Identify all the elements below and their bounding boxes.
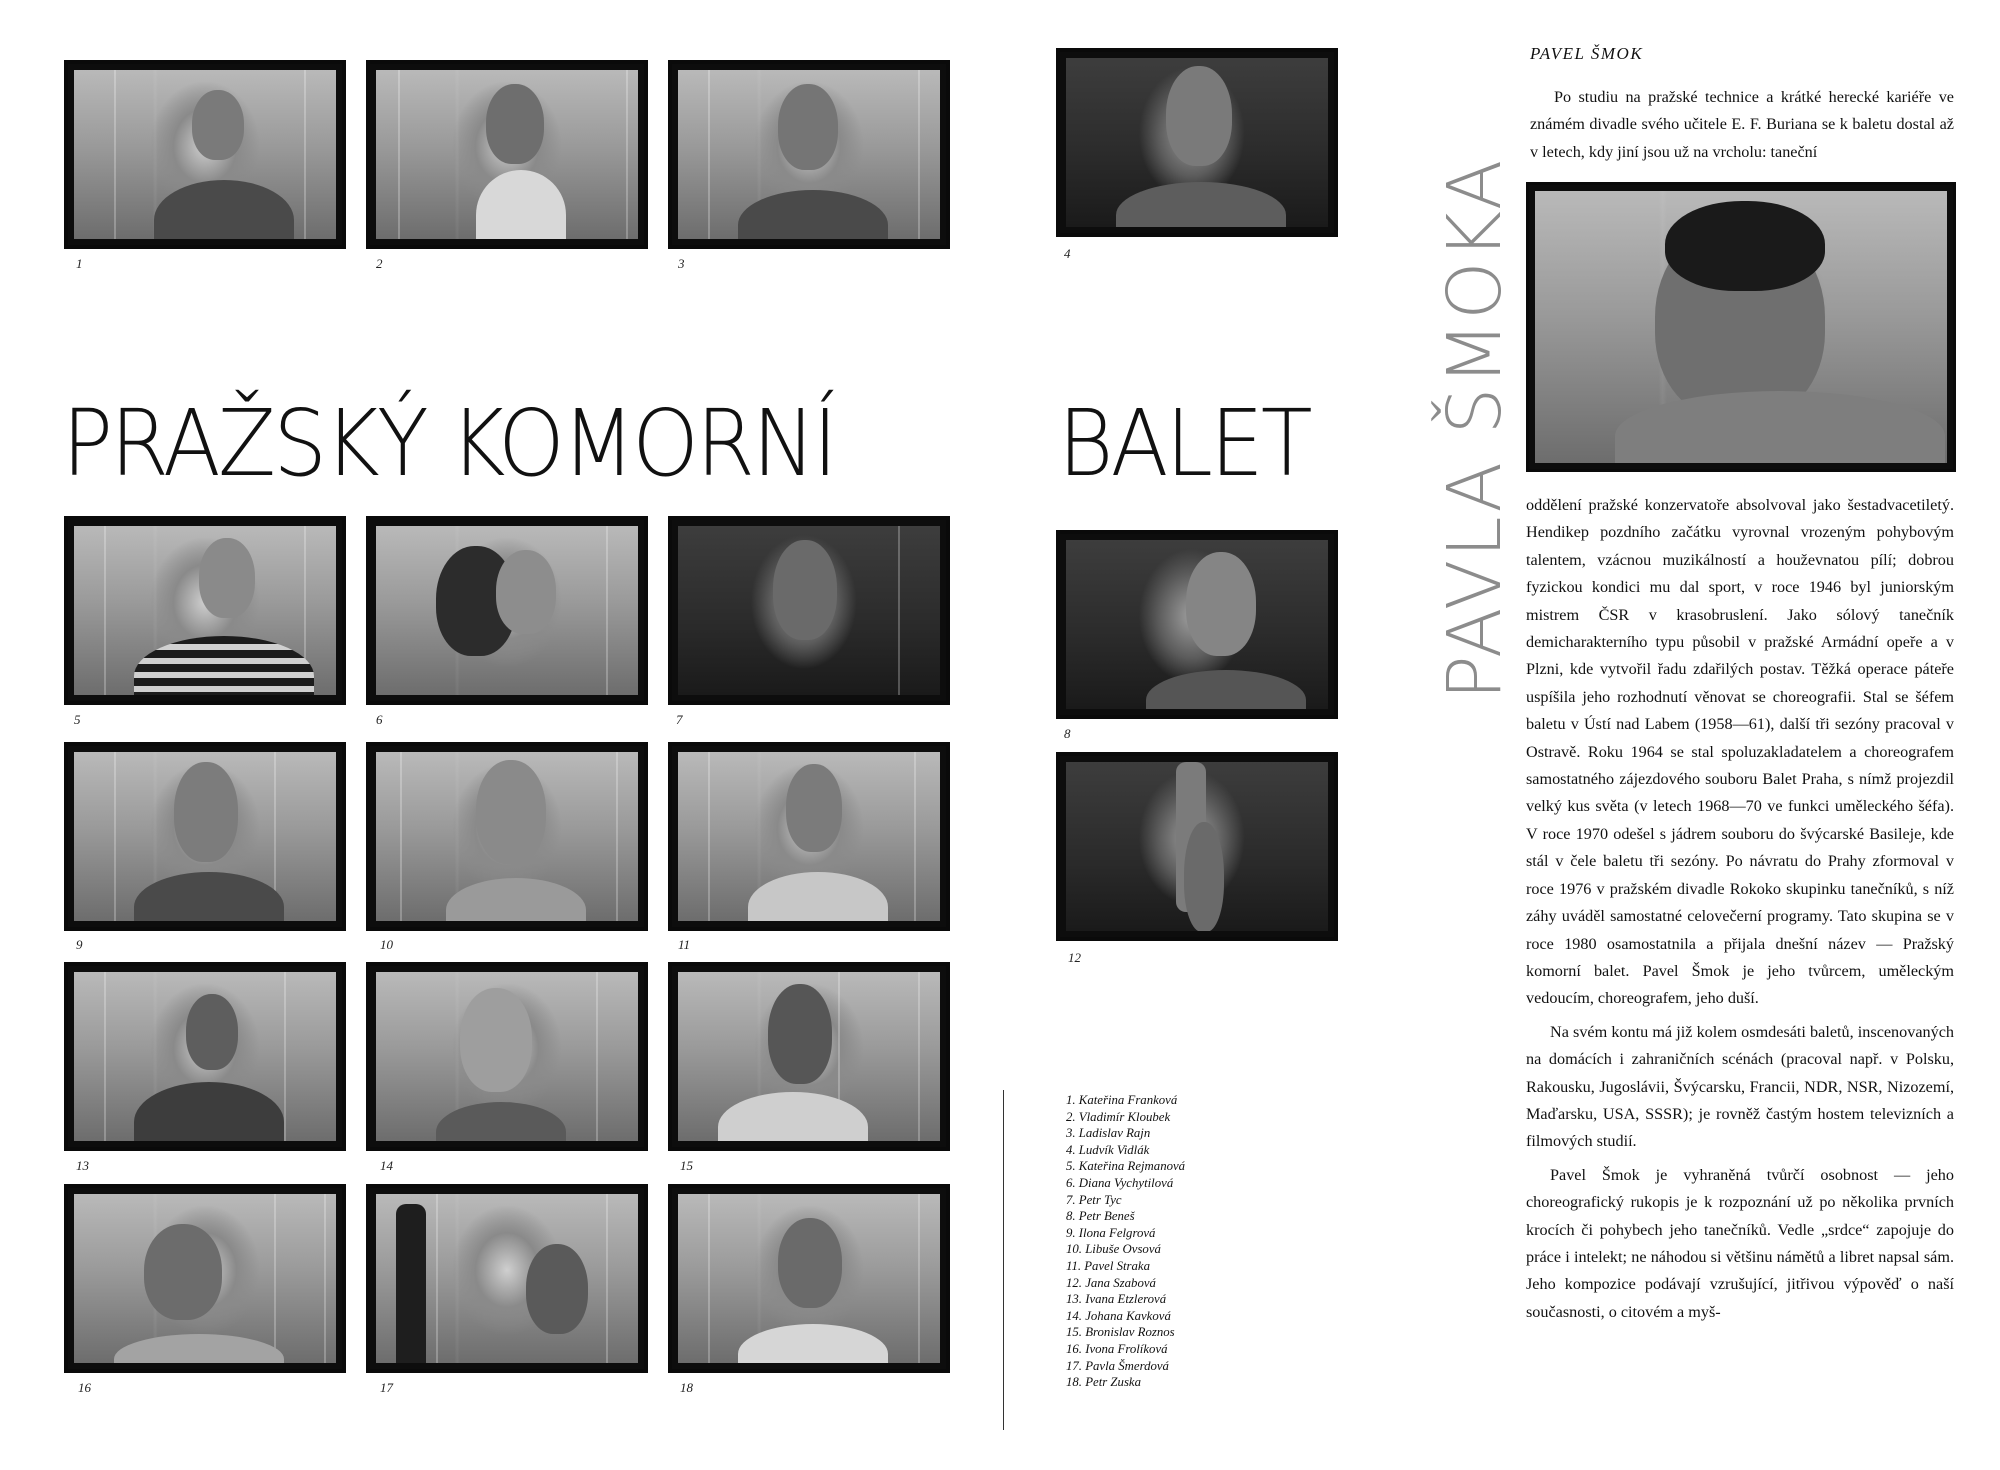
legend-item: 10. Libuše Ovsová bbox=[1066, 1242, 1161, 1257]
page-title: PRAŽSKÝ KOMORNÍ bbox=[62, 390, 835, 497]
photo-caption: 16 bbox=[78, 1380, 91, 1395]
photo-caption: 1 bbox=[76, 256, 83, 271]
photo-caption: 9 bbox=[76, 937, 83, 952]
legend-item: 11. Pavel Straka bbox=[1066, 1258, 1150, 1273]
dancer-legend bbox=[1066, 1092, 1185, 1391]
photo-1 bbox=[64, 60, 346, 249]
photo-16 bbox=[64, 1184, 346, 1373]
photo-6 bbox=[366, 516, 648, 705]
article-body bbox=[1526, 492, 1954, 1326]
photo-caption: 4 bbox=[1064, 246, 1071, 261]
photo-caption: 18 bbox=[680, 1380, 693, 1395]
photo-8 bbox=[1056, 530, 1338, 719]
photo-5 bbox=[64, 516, 346, 705]
legend-item: 16. Ivona Frolíková bbox=[1066, 1341, 1168, 1356]
author-heading: PAVEL ŠMOK bbox=[1530, 44, 1644, 63]
photo-caption: 3 bbox=[678, 256, 685, 271]
photo-caption: 15 bbox=[680, 1158, 693, 1173]
photo-15 bbox=[668, 962, 950, 1151]
article-paragraph: Po studiu na pražské technice a krátké herecké kariéře ve známém divadle svého učitele E. F. Buriana se k baletu dostal až v letech, kdy jiní jsou už na vrcholu: taneční bbox=[1530, 88, 1954, 161]
legend-item: 9. Ilona Felgrová bbox=[1066, 1225, 1156, 1240]
photo-caption: 11 bbox=[678, 937, 691, 952]
legend-item: 2. Vladimír Kloubek bbox=[1066, 1109, 1171, 1124]
photo-caption: 5 bbox=[74, 712, 81, 727]
legend-item: 8. Petr Beneš bbox=[1066, 1209, 1135, 1224]
legend-item: 13. Ivana Etzlerová bbox=[1066, 1292, 1167, 1307]
legend-item: 17. Pavla Šmerdová bbox=[1066, 1358, 1169, 1373]
legend-item: 5. Kateřina Rejmanová bbox=[1066, 1159, 1186, 1174]
photo-13 bbox=[64, 962, 346, 1151]
photo-10 bbox=[366, 742, 648, 931]
photo-caption: 14 bbox=[380, 1158, 393, 1173]
photo-caption: 13 bbox=[76, 1158, 89, 1173]
legend-item: 14. Johana Kavková bbox=[1066, 1308, 1171, 1323]
photo-9 bbox=[64, 742, 346, 931]
photo-caption: 8 bbox=[1064, 726, 1071, 741]
vertical-title: PAVLA ŠMOKA bbox=[1432, 157, 1518, 700]
portrait-photo bbox=[1526, 182, 1956, 472]
legend-item: 12. Jana Szabová bbox=[1066, 1275, 1156, 1290]
photo-11 bbox=[668, 742, 950, 931]
photo-caption: 12 bbox=[1068, 950, 1081, 965]
photo-3 bbox=[668, 60, 950, 249]
article-intro bbox=[1530, 84, 1954, 166]
legend-item: 15. Bronislav Roznos bbox=[1066, 1325, 1175, 1340]
page-title-right: BALET bbox=[1058, 390, 1310, 497]
article-paragraph: oddělení pražské konzervatoře absolvoval jako šestadvacetiletý. Hendikep pozdního začátku vyrovnal vrozeným pohybovým talentem, vzácnou muzikálností a houževnatou pílí; dobrou fyzickou kondici mu dal sport, v roce 1946 byl juniorským mistrem ČSR v krasobruslení. Jako sólový tanečník demicharakterního typu působil v pražské Armádní opeře a v Plzni, kde vytvořil řadu zdařilých postav. Těžká operace páteře uspíšila jeho rozhodnutí věnovat se choreografii. Stal se šéfem baletu v Ústí nad Labem (1958—61), další tři sezóny pracoval v Ostravě. Roku 1964 se stal spoluzakladatelem a choreografem samostatného zájezdového souboru Balet Praha, s nímž projezdil velký kus světa (v letech 1968—70 ve funkci uměleckého šéfa). V roce 1970 odešel s jádrem souboru do švýcarské Basileje, kde stál v čele baletu tři sezóny. Po návratu do Prahy zformoval v roce 1976 v pražském divadle Rokoko skupinku tanečníků, s níž záhy uváděl samostatné celovečerní programy. Tato skupina se v roce 1980 osamostatnila a přijala dnešní název — Pražský komorní balet. Pavel Šmok je jeho tvůrcem, uměleckým vedoucím, choreografem, jeho duší. bbox=[1526, 496, 1954, 1008]
photo-18 bbox=[668, 1184, 950, 1373]
photo-14 bbox=[366, 962, 648, 1151]
article-paragraph: Na svém kontu má již kolem osmdesáti baletů, inscenovaných na domácích i zahraničních scénách (pracoval např. v Polsku, Rakousku, Jugoslávii, Švýcarsku, Francii, NDR, NSR, Nizozemí, Maďarsku, USA, SSSR); je rovněž častým hostem televizních a filmových studií. bbox=[1526, 1022, 1954, 1151]
legend-item: 3. Ladislav Rajn bbox=[1066, 1126, 1151, 1141]
photo-caption: 10 bbox=[380, 937, 393, 952]
article-paragraph: Pavel Šmok je vyhraněná tvůrčí osobnost — jeho choreografický rukopis je k rozpoznání už po několika prvních krocích či pohybech jeho tanečníků. Vedle „srdce“ zapojuje do práce i intelekt; ne náhodou si většinu námětů a libret napsal sám. Jeho kompozice podávají vzrušující, jitřivou výpověď o naší současnosti, o citovém a myš- bbox=[1526, 1165, 1954, 1321]
photo-caption: 7 bbox=[676, 712, 683, 727]
legend-item: 18. Petr Zuska bbox=[1066, 1375, 1142, 1390]
photo-caption: 2 bbox=[376, 256, 383, 271]
photo-2 bbox=[366, 60, 648, 249]
legend-item: 4. Ludvík Vidlák bbox=[1066, 1142, 1150, 1157]
legend-item: 1. Kateřina Franková bbox=[1066, 1093, 1178, 1107]
page-gutter-line bbox=[1003, 1090, 1004, 1430]
photo-caption: 6 bbox=[376, 712, 383, 727]
legend-item: 7. Petr Tyc bbox=[1066, 1192, 1122, 1207]
photo-caption: 17 bbox=[380, 1380, 393, 1395]
legend-item: 6. Diana Vychytilová bbox=[1066, 1175, 1174, 1190]
photo-17 bbox=[366, 1184, 648, 1373]
photo-12 bbox=[1056, 752, 1338, 941]
photo-4 bbox=[1056, 48, 1338, 237]
photo-7 bbox=[668, 516, 950, 705]
